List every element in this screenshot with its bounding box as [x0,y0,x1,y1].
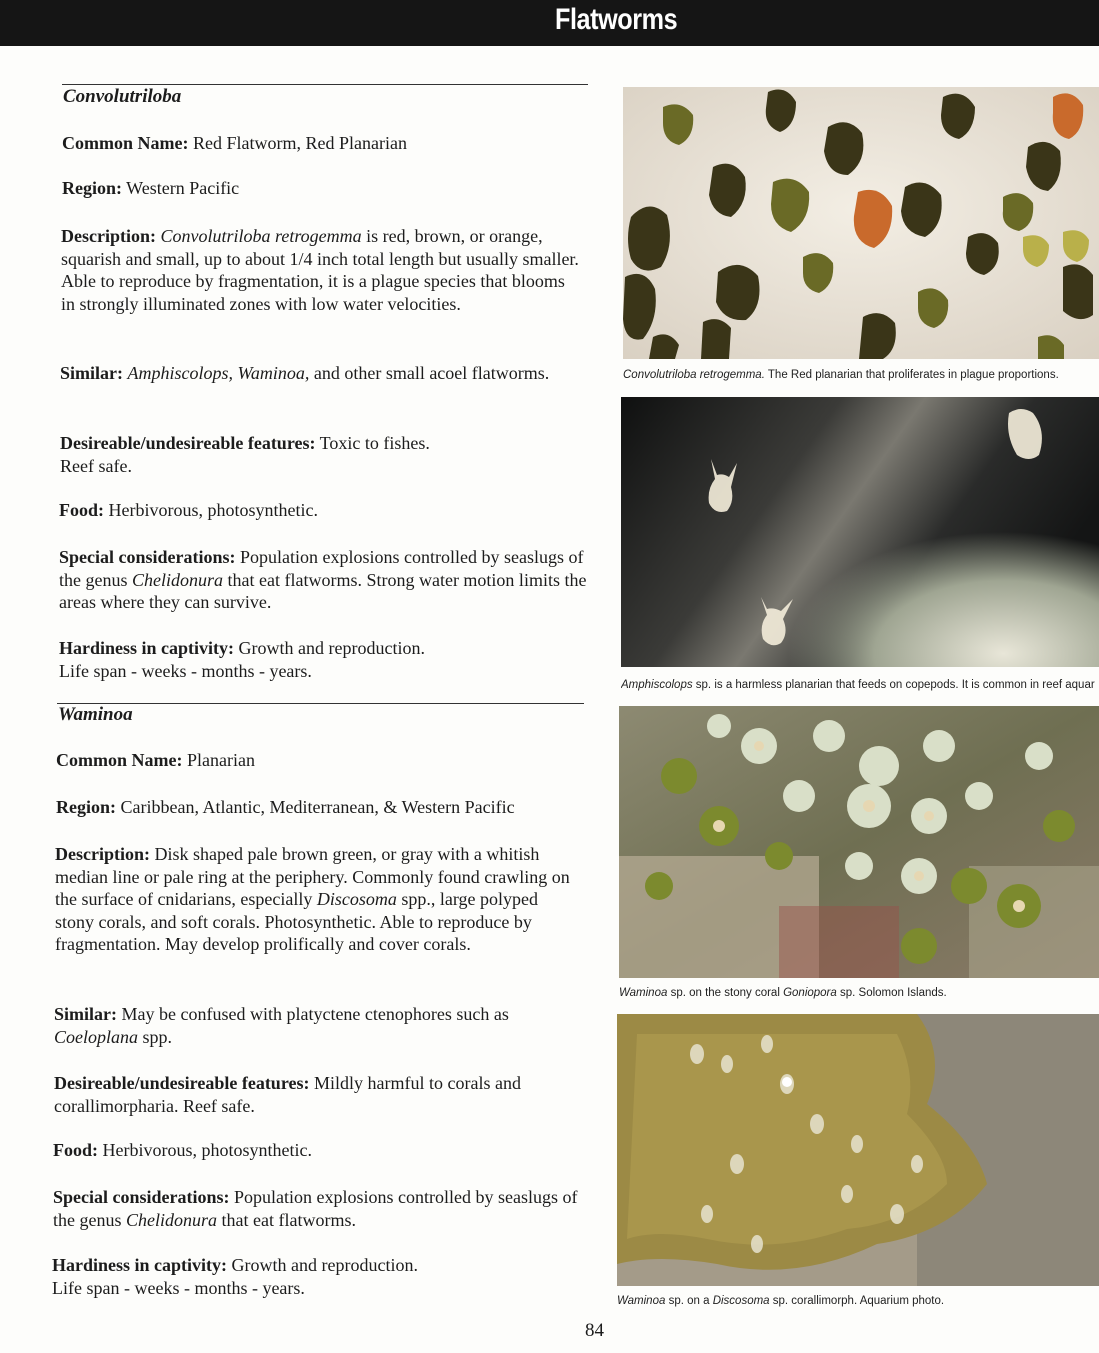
caption-waminoa-discosoma: Waminoa sp. on a Discosoma sp. corallimorph. Aquarium photo. [617,1295,945,1307]
field-food: Food: Herbivorous, photosynthetic. [53,1140,312,1160]
field-special-considerations: Special considerations: Population explosions controlled by seaslugs of the genus Chelidonura that eat flatworms. [53,1187,578,1230]
field-common-name: Common Name: Planarian [56,750,255,770]
photo-amphiscolops [621,397,1099,667]
field-features: Desireable/undesireable features: Mildly harmful to corals and corallimorpharia. Reef safe. [54,1073,521,1116]
field-hardiness: Hardiness in captivity: Growth and reproduction. Life span - weeks - months - years. [52,1255,418,1298]
page-title: Flatworms [555,3,678,36]
field-special-considerations: Special considerations: Population explosions controlled by seaslugs of the genus Chelidonura that eat flatworms. Strong water motion limits the areas where they can survive. [59,547,587,612]
field-similar: Similar: Amphiscolops, Waminoa, and other small acoel flatworms. [60,363,550,383]
photo-waminoa-goniopora [619,706,1099,978]
field-description: Description: Convolutriloba retrogemma is red, brown, or orange, squarish and small, up to about 1/4 inch total length but usually smaller. Able to reproduce by fragmentation, it is a plague species that blooms in strongly illuminated zones with low water velocities. [61,226,579,314]
section-divider [62,84,588,85]
caption-waminoa-goniopora: Waminoa sp. on the stony coral Goniopora sp. Solomon Islands. [619,987,947,999]
section-title-waminoa: Waminoa [58,704,133,725]
caption-amphiscolops: Amphiscolops sp. is a harmless planarian that feeds on copepods. It is common in reef aquar [621,679,1095,691]
header-bar [0,0,1099,46]
field-region: Region: Caribbean, Atlantic, Mediterranean, & Western Pacific [56,797,515,817]
field-description: Description: Disk shaped pale brown green, or gray with a whitish median line or pale ring at the periphery. Commonly found crawling on the surface of cnidarians, especially Discosoma spp., large polyped stony corals, and soft corals. Photosynthetic. Able to reproduce by fragmentation. May develop prolifically and cover corals. [55,844,570,954]
field-food: Food: Herbivorous, photosynthetic. [59,500,318,520]
field-region: Region: Western Pacific [62,178,240,198]
field-hardiness: Hardiness in captivity: Growth and reproduction. Life span - weeks - months - years. [59,638,425,681]
caption-convolutriloba: Convolutriloba retrogemma. The Red planarian that proliferates in plague proportions. [623,369,1059,381]
page-number: 84 [585,1320,604,1341]
section-title-convolutriloba: Convolutriloba [63,86,182,107]
section-divider [57,703,584,704]
field-similar: Similar: May be confused with platyctene ctenophores such as Coeloplana spp. [54,1004,509,1047]
photo-convolutriloba [623,87,1099,359]
photo-waminoa-discosoma [617,1014,1099,1286]
field-features: Desireable/undesireable features: Toxic to fishes. Reef safe. [60,433,430,476]
field-common-name: Common Name: Red Flatworm, Red Planarian [62,133,407,153]
